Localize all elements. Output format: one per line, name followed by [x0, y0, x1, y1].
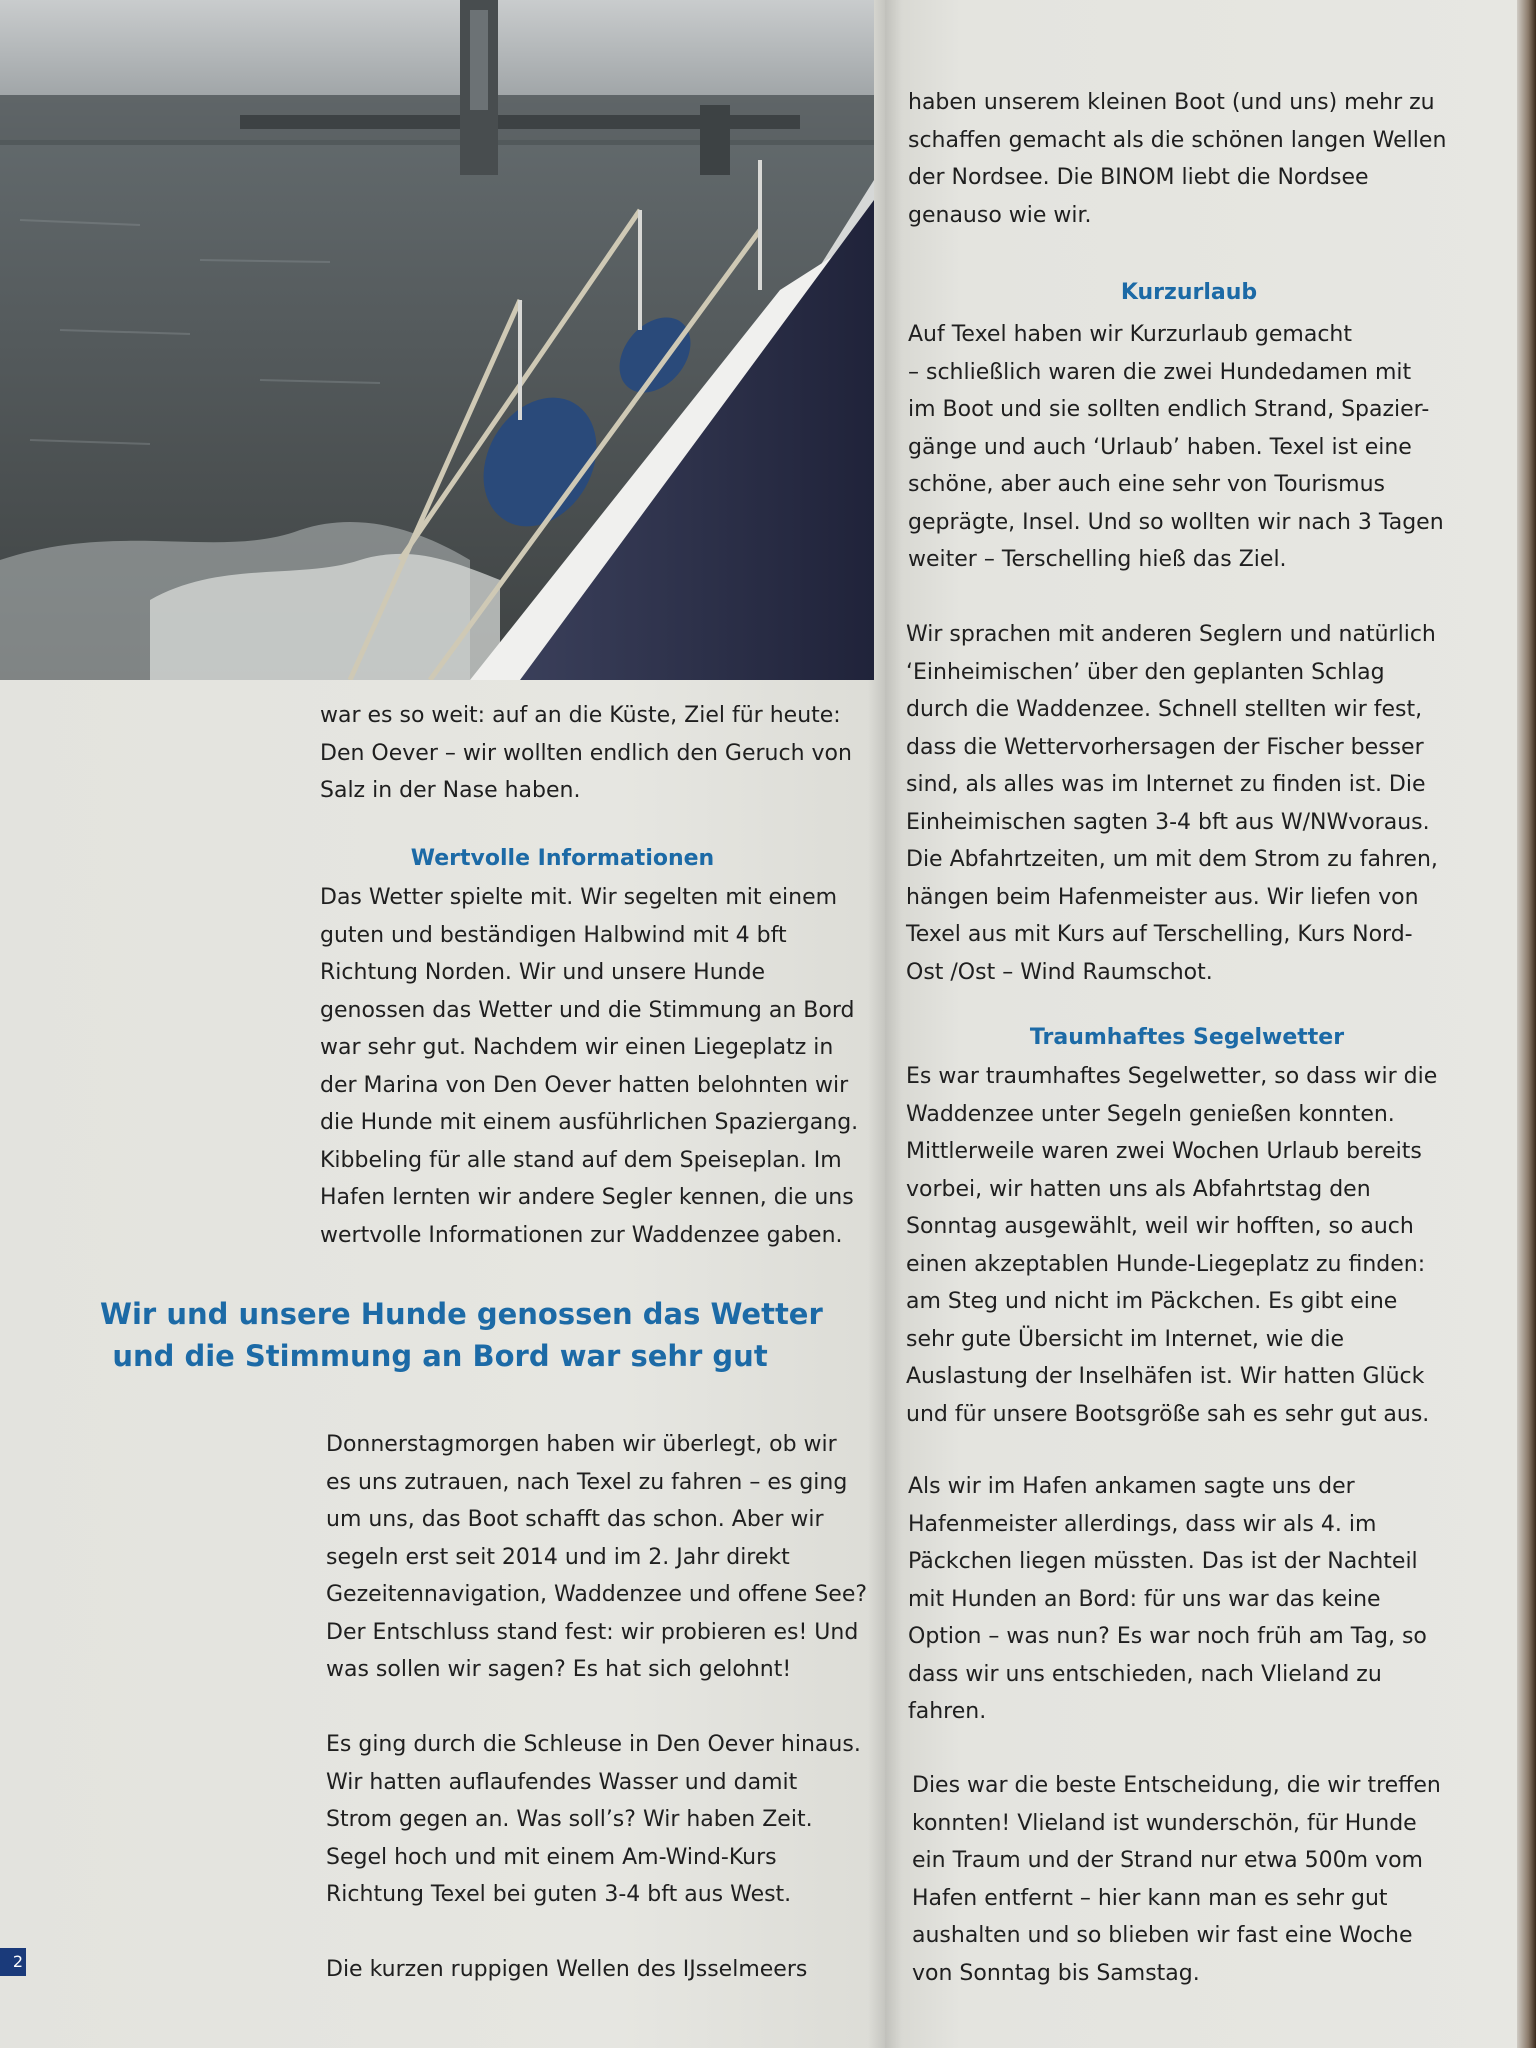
text-line: ‘Einheimischen’ über den geplanten Schlag — [906, 659, 1385, 685]
text-line: dass die Wettervorhersagen der Fischer besser — [906, 734, 1424, 760]
intro-paragraph — [320, 697, 852, 810]
text-line: Texel aus mit Kurs auf Terschelling, Kurs Nord- — [906, 922, 1413, 947]
text-line: haben unserem kleinen Boot (und uns) mehr zu — [908, 90, 1435, 115]
section-paragraph — [908, 316, 1444, 579]
text-line: fahren. — [908, 1699, 987, 1724]
text-line: gänge und auch ‘Urlaub’ haben. Texel ist eine — [908, 434, 1412, 460]
text-line: geprägte, Insel. Und so wollten wir nach 3 Tagen — [908, 509, 1444, 535]
page-number: 2 — [0, 1948, 26, 1976]
text-line: aushalten und so blieben wir fast eine Woche — [912, 1923, 1413, 1948]
text-line: Den Oever – wir wollten endlich den Geruch von — [320, 740, 852, 766]
text-line: Salz in der Nase haben. — [320, 778, 581, 803]
text-line: weiter – Terschelling hieß das Ziel. — [908, 547, 1287, 572]
text-line: sehr gute Übersicht im Internet, wie die — [906, 1326, 1345, 1352]
text-line: im Boot und sie sollten endlich Strand, Spazier- — [908, 397, 1430, 422]
text-line: einen akzeptablen Hunde-Liegeplatz zu finden: — [906, 1251, 1426, 1277]
text-line: Hafenmeister allerdings, dass wir als 4. im — [908, 1511, 1377, 1537]
text-line: Wir hatten auflaufendes Wasser und damit — [326, 1769, 798, 1795]
text-line: der Marina von Den Oever hatten belohnten wir — [320, 1072, 849, 1098]
text-line: Richtung Norden. Wir und unsere Hunde — [320, 960, 766, 985]
section-paragraph — [320, 879, 858, 1254]
text-line: Hafen lernten wir andere Segler kennen, die uns — [320, 1185, 854, 1210]
text-line: Es ging durch die Schleuse in Den Oever hinaus. — [326, 1732, 861, 1757]
text-line: Donnerstagmorgen haben wir überlegt, ob wir — [326, 1432, 837, 1457]
pull-quote-line: Wir und unsere Hunde genossen das Wetter — [100, 1297, 823, 1331]
right-page — [885, 0, 1517, 2048]
pull-quote — [100, 1293, 823, 1377]
text-line: Ost /Ost – Wind Raumschot. — [906, 959, 1213, 985]
text-line: Gezeitennavigation, Waddenzee und offene See? — [326, 1582, 868, 1607]
section-paragraph — [906, 1058, 1437, 1433]
text-line: um uns, das Boot schafft das schon. Aber wir — [326, 1507, 824, 1532]
text-line: der Nordsee. Die BINOM liebt die Nordsee — [908, 165, 1369, 190]
text-line: Päckchen liegen müssten. Das ist der Nachteil — [908, 1549, 1418, 1574]
text-line: Die Abfahrtzeiten, um mit dem Strom zu fahren, — [906, 847, 1438, 872]
text-line: schöne, aber auch eine sehr von Tourismus — [908, 472, 1385, 497]
text-line: Wir sprachen mit anderen Seglern und natürlich — [906, 622, 1436, 647]
text-line: es uns zutrauen, nach Texel zu fahren – es ging — [326, 1469, 848, 1495]
text-line: Auf Texel haben wir Kurzurlaub gemacht — [908, 322, 1352, 347]
text-line: am Steg und nicht im Päckchen. Es gibt eine — [906, 1289, 1398, 1314]
text-line: Hafen entfernt – hier kann man es sehr gut — [912, 1885, 1388, 1911]
pull-quote-line: und die Stimmung an Bord war sehr gut — [112, 1339, 768, 1373]
text-line: von Sonntag bis Samstag. — [912, 1960, 1200, 1986]
text-line: genossen das Wetter und die Stimmung an Bord — [320, 997, 855, 1023]
section-heading-traumhaftes-segelwetter: Traumhaftes Segelwetter — [1029, 1025, 1345, 1050]
text-line: Es war traumhaftes Segelwetter, so dass wir die — [906, 1064, 1438, 1089]
body-paragraph — [326, 1426, 867, 1689]
text-line: war sehr gut. Nachdem wir einen Liegeplatz in — [320, 1035, 834, 1060]
text-line: Strom gegen an. Was soll’s? Wir haben Zeit. — [326, 1807, 813, 1832]
body-paragraph — [908, 84, 1446, 234]
text-line: Sonntag ausgewählt, weil wir hofften, so auch — [906, 1214, 1414, 1239]
text-line: Auslastung der Inselhäfen ist. Wir hatten Glück — [906, 1364, 1425, 1389]
text-line: die Hunde mit einem ausführlichen Spaziergang. — [320, 1110, 859, 1135]
text-line: schaffen gemacht als die schönen langen Wellen — [908, 127, 1447, 153]
text-line: Dies war die beste Entscheidung, die wir treffen — [912, 1773, 1441, 1798]
sailboat-photo — [0, 0, 874, 680]
text-line: sind, als alles was im Internet zu finden ist. Die — [906, 772, 1426, 797]
text-line: vorbei, wir hatten uns als Abfahrtstag den — [906, 1176, 1371, 1202]
text-line: guten und beständigen Halbwind mit 4 bft — [320, 922, 787, 948]
text-line: Segel hoch und mit einem Am-Wind-Kurs — [326, 1844, 777, 1870]
text-line: wertvolle Informationen zur Waddenzee gaben. — [320, 1222, 843, 1248]
text-line: ein Traum und der Strand nur etwa 500m vom — [912, 1848, 1423, 1873]
text-line: hängen beim Hafenmeister aus. Wir liefen von — [906, 884, 1419, 910]
text-line: war es so weit: auf an die Küste, Ziel für heute: — [320, 703, 841, 728]
text-line: Waddenzee unter Segeln genießen konnten. — [906, 1101, 1395, 1127]
text-line: Einheimischen sagten 3-4 bft aus W/NWvoraus. — [906, 809, 1430, 835]
body-paragraph — [908, 1468, 1427, 1731]
text-line: was sollen wir sagen? Es hat sich gelohnt! — [326, 1657, 792, 1682]
text-line: Als wir im Hafen ankamen sagte uns der — [908, 1474, 1355, 1499]
text-line: genauso wie wir. — [908, 202, 1092, 228]
text-line: konnten! Vlieland ist wunderschön, für Hunde — [912, 1810, 1417, 1836]
text-line: segeln erst seit 2014 und im 2. Jahr direkt — [326, 1544, 790, 1570]
section-heading-kurzurlaub: Kurzurlaub — [1120, 280, 1258, 305]
body-paragraph — [326, 1726, 861, 1914]
body-paragraph — [906, 616, 1438, 991]
text-line: mit Hunden an Bord: für uns war das keine — [908, 1586, 1381, 1612]
text-line: Option – was nun? Es war noch früh am Tag, so — [908, 1624, 1427, 1649]
text-line: Kibbeling für alle stand auf dem Speiseplan. Im — [320, 1147, 842, 1173]
page-edge — [1517, 0, 1536, 2048]
text-line: – schließlich waren die zwei Hundedamen mit — [908, 359, 1412, 385]
text-line: durch die Waddenzee. Schnell stellten wir fest, — [906, 697, 1423, 722]
text-line: Der Entschluss stand fest: wir probieren es! Und — [326, 1619, 859, 1645]
text-line: und für unsere Bootsgröße sah es sehr gut aus. — [906, 1401, 1430, 1427]
text-line: Richtung Texel bei guten 3-4 bft aus West. — [326, 1882, 792, 1907]
text-line: Mittlerweile waren zwei Wochen Urlaub bereits — [906, 1139, 1422, 1164]
text-line: Die kurzen ruppigen Wellen des IJsselmeers — [326, 1957, 808, 1982]
text-line: dass wir uns entschieden, nach Vlieland zu — [908, 1661, 1382, 1687]
body-paragraph — [912, 1767, 1441, 1992]
body-paragraph — [326, 1951, 807, 1989]
section-heading-wertvolle-informationen: Wertvolle Informationen — [410, 846, 715, 871]
text-line: Das Wetter spielte mit. Wir segelten mit einem — [320, 885, 838, 910]
